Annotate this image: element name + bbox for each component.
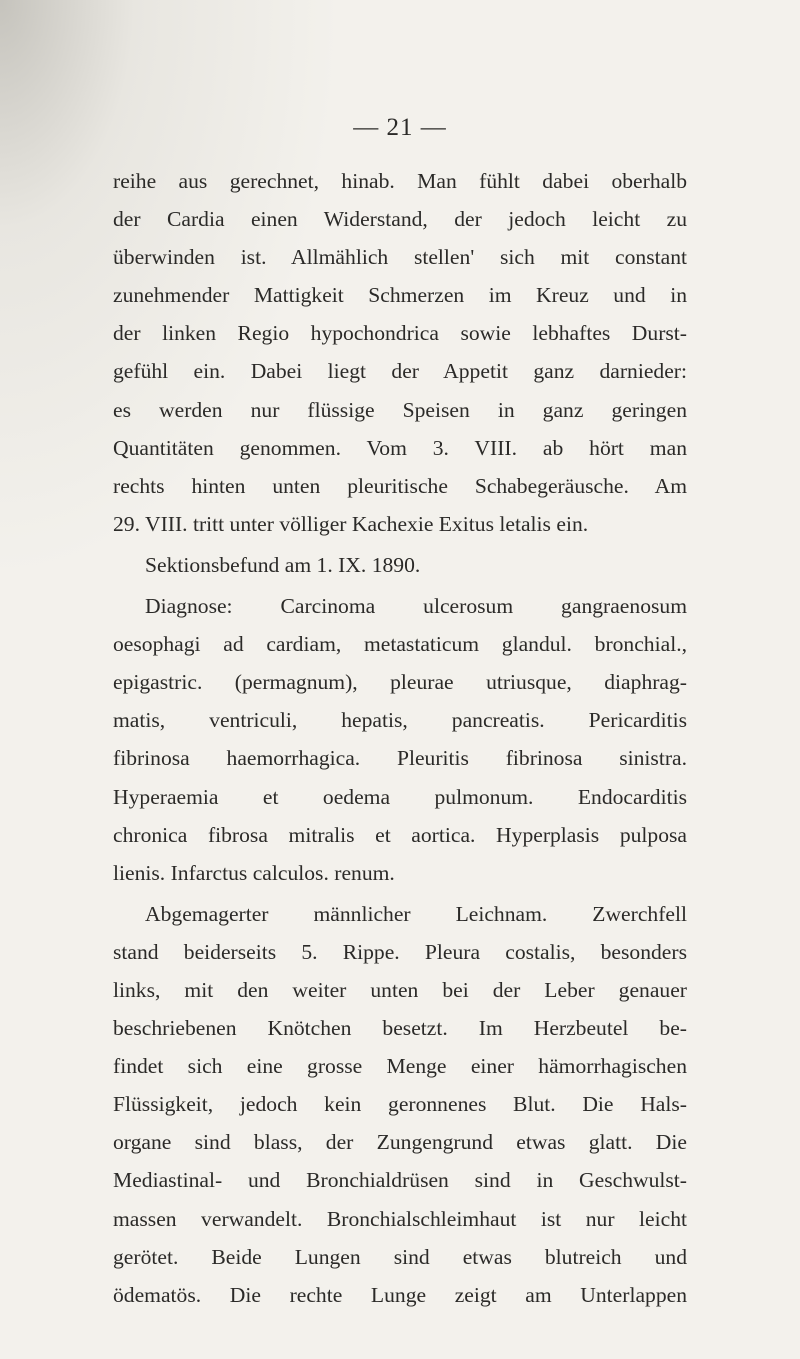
text-line: massen verwandelt. Bronchialschleimhaut ist nur leicht: [113, 1206, 687, 1231]
text-line: der Cardia einen Widerstand, der jedoch leicht zu: [113, 207, 687, 232]
text-line: organe sind blass, der Zungengrund etwas glatt. Die: [113, 1130, 687, 1155]
body-text: [113, 162, 687, 1314]
text-line: lienis. Infarctus calculos. renum.: [113, 860, 395, 885]
page-number: — 21 —: [353, 114, 447, 141]
section-heading: Sektionsbefund am 1. IX. 1890.: [145, 552, 421, 577]
text-line: oesophagi ad cardiam, metastaticum glandul. bronchial.,: [113, 632, 687, 657]
text-line: der linken Regio hypochondrica sowie lebhaftes Durst-: [113, 321, 687, 346]
text-line: beschriebenen Knötchen besetzt. Im Herzbeutel be-: [113, 1016, 687, 1041]
text-line: Quantitäten genommen. Vom 3. VIII. ab hört man: [113, 435, 687, 460]
text-line: Abgemagerter männlicher Leichnam. Zwerchfell: [145, 901, 687, 926]
paragraph-autopsy-findings: [113, 895, 687, 1314]
paragraph-section-heading: [113, 546, 687, 584]
text-line: 29. VIII. tritt unter völliger Kachexie Exitus letalis ein.: [113, 511, 589, 536]
paragraph-diagnosis: [113, 587, 687, 892]
text-line: fibrinosa haemorrhagica. Pleuritis fibrinosa sinistra.: [113, 746, 687, 771]
paragraph-case-history: [113, 162, 687, 543]
text-line: reihe aus gerechnet, hinab. Man fühlt dabei oberhalb: [113, 169, 687, 193]
text-line: überwinden ist. Allmählich stellen' sich mit constant: [113, 245, 687, 270]
text-line: stand beiderseits 5. Rippe. Pleura costalis, besonders: [113, 939, 687, 964]
text-line: gefühl ein. Dabei liegt der Appetit ganz darnieder:: [113, 359, 687, 384]
text-line: chronica fibrosa mitralis et aortica. Hyperplasis pulposa: [113, 822, 687, 847]
text-line: matis, ventriculi, hepatis, pancreatis. Pericarditis: [113, 708, 687, 733]
text-line: Hyperaemia et oedema pulmonum. Endocarditis: [113, 784, 687, 809]
text-line: links, mit den weiter unten bei der Leber genauer: [113, 977, 687, 1002]
text-line: rechts hinten unten pleuritische Schabegeräusche. Am: [113, 473, 687, 498]
text-line: findet sich eine grosse Menge einer hämorrhagischen: [113, 1054, 687, 1079]
text-line: ödematös. Die rechte Lunge zeigt am Unterlappen: [113, 1282, 687, 1307]
text-line: Diagnose: Carcinoma ulcerosum gangraenosum: [145, 594, 687, 619]
text-line: es werden nur flüssige Speisen in ganz geringen: [113, 397, 687, 422]
text-line: zunehmender Mattigkeit Schmerzen im Kreuz und in: [113, 283, 687, 308]
text-line: gerötet. Beide Lungen sind etwas blutreich und: [113, 1244, 687, 1269]
text-line: Mediastinal- und Bronchialdrüsen sind in Geschwulst-: [113, 1168, 687, 1193]
text-line: Flüssigkeit, jedoch kein geronnenes Blut. Die Hals-: [113, 1092, 687, 1117]
text-line: epigastric. (permagnum), pleurae utriusque, diaphrag-: [113, 670, 687, 695]
